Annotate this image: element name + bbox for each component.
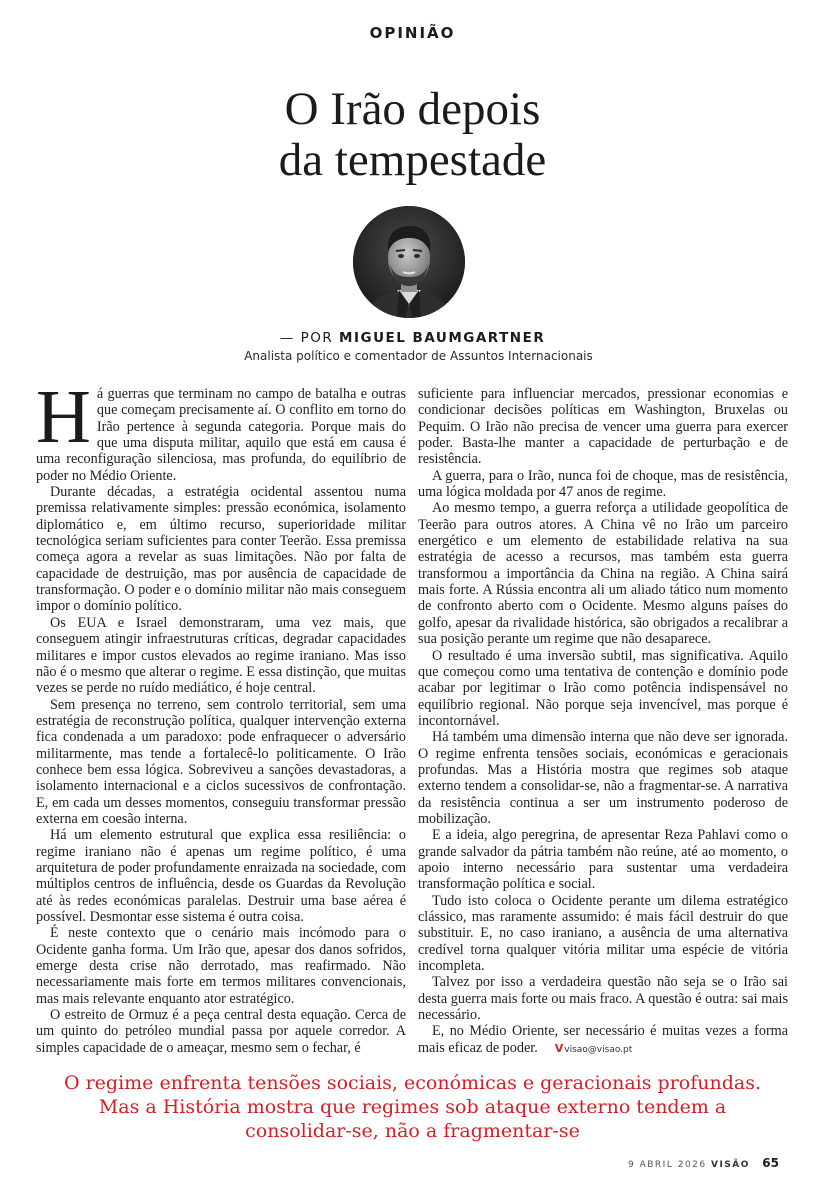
article-column-left: [36, 375, 406, 1056]
paragraph: Há também uma dimensão interna que não deve ser ignorada. O regime enfrenta tensões sociais, económicas e geracionais profundas. Mas a História mostra que regimes sob ataque externo tendem a consolidar-se, não a fragmentar-se. A narrativa da resistência continua a ser um instrumento poderoso de mobilização.: [418, 729, 788, 827]
paragraph-final: E, no Médio Oriente, ser necessário é muitas vezes a forma mais eficaz de poder. V visao@visao.pt: [418, 1023, 788, 1056]
drop-cap: H: [36, 375, 91, 459]
paragraph: Os EUA e Israel demonstraram, uma vez mais, que conseguem atingir infraestruturas críticas, degradar capacidades militares e impor custos elevados ao regime iraniano. Mas isso não é o mesmo que alterar o regime. E essa distinção, que muitas vezes se perde no ruído mediático, é hoje central.: [36, 614, 406, 697]
author-role: Analista político e comentador de Assuntos Internacionais: [244, 349, 593, 363]
author-email: visao@visao.pt: [564, 1044, 633, 1055]
paragraph: O estreito de Ormuz é a peça central desta equação. Cerca de um quinto do petróleo mundial passa por aquele corredor. A simples capacidade de o ameaçar, mesmo sem o fechar, é: [36, 1007, 406, 1056]
paragraph: Há guerras que terminam no campo de batalha e outras que começam precisamente aí. O conflito em torno do Irão pertence à segunda categoria. Porque mais do que uma disputa militar, aquilo que está em causa é uma reconfiguração silenciosa, mas profunda, do equilíbrio de poder no Médio Oriente.: [36, 375, 406, 484]
byline-prefix: — POR: [279, 330, 334, 346]
paragraph: Sem presença no terreno, sem controlo territorial, sem uma estratégia de reconstrução política, qualquer intervenção externa fica condenada a um paradoxo: pode enfraquecer o adversário militarmente, mas tende a fortalecê-lo politicamente. O Irão conhece bem essa lógica. Sobreviveu a sanções devastadoras, a isolamento internacional e a ciclos sucessivos de confrontação. E, em cada um desses momentos, conseguiu transformar pressão externa em coesão interna.: [36, 696, 406, 827]
author-photo-image: [353, 206, 465, 318]
paragraph: Talvez por isso a verdadeira questão não seja se o Irão sai desta guerra mais forte ou mais fraco. A questão é outra: sai mais necessário.: [418, 974, 788, 1024]
paragraph: suficiente para influenciar mercados, pressionar economias e condicionar decisões políticas em Washington, Bruxelas ou Pequim. O Irão não precisa de vencer uma guerra para exercer poder. Basta-lhe manter a capacidade de perturbação e de resistência.: [418, 386, 788, 468]
paragraph: Tudo isto coloca o Ocidente perante um dilema estratégico clássico, mas raramente assumido: é mais fácil destruir do que substituir. E, no caso iraniano, a ausência de uma alternativa credível torna qualquer vitória militar uma espécie de vitória incompleta.: [418, 892, 788, 975]
page-number: 65: [762, 1156, 779, 1170]
pull-quote: O regime enfrenta tensões sociais, económicas e geracionais profundas. Mas a História mostra que regimes sob ataque externo tendem a consolidar-se, não a fragmentar-se: [63, 1072, 762, 1142]
visao-logo-icon: V: [554, 1041, 563, 1055]
paragraph: O resultado é uma inversão subtil, mas significativa. Aquilo que começou como uma tentativa de contenção e domínio pode acabar por legitimar o Irão como potência indispensável no equilíbrio regional. Não porque seja invencível, mas porque é incontornável.: [418, 647, 788, 729]
headline: [0, 84, 825, 186]
paragraph: É neste contexto que o cenário mais incómodo para o Ocidente ganha forma. Um Irão que, apesar dos danos sofridos, emerge desta crise não derrotado, mas reafirmado. Não necessariamente mais forte em termos militares convencionais, mas mais relevante enquanto ator estratégico.: [36, 925, 406, 1007]
section-label: OPINIÃO: [369, 24, 456, 42]
article-column-right: [418, 386, 788, 1058]
author-name: MIGUEL BAUMGARTNER: [339, 330, 546, 346]
magazine-brand: VISÃO: [711, 1160, 750, 1170]
issue-date: 9 ABRIL 2026: [628, 1160, 707, 1170]
headline-line-1: O Irão depois: [284, 83, 541, 135]
byline: [0, 330, 825, 346]
paragraph: E a ideia, algo peregrina, de apresentar Reza Pahlavi como o grande salvador da pátria também não reúne, até ao momento, o apoio interno necessário para sustentar uma verdadeira transformação política e social.: [418, 827, 788, 893]
paragraph: Ao mesmo tempo, a guerra reforça a utilidade geopolítica de Teerão para outros atores. A China vê no Irão um parceiro energético e um elemento de estabilidade relativa na sua estratégia de acesso a recursos, mas também esta guerra transformou a importância da China na região. A China sairá mais forte. A Rússia encontra ali um aliado tático num momento de confronto aberto com o Ocidente. Mesmo alguns países do golfo, apesar da rivalidade histórica, são obrigados a recalibrar a sua posição perante um regime que não desaparece.: [418, 500, 788, 648]
paragraph: A guerra, para o Irão, nunca foi de choque, mas de resistência, uma lógica moldada por 47 anos de regime.: [418, 467, 788, 501]
page-footer: [628, 1156, 779, 1170]
author-portrait: [353, 206, 465, 318]
headline-line-2: da tempestade: [278, 134, 547, 186]
paragraph: Há um elemento estrutural que explica essa resiliência: o regime iraniano não é apenas um regime político, é uma arquitetura de poder profundamente enraizada na sociedade, com múltiplos centros de influência, desde os Guardas da Revolução até às redes económicas paralelas. Destruir uma base aérea é possível. Desmontar esse sistema é outra coisa.: [36, 827, 406, 925]
paragraph: Durante décadas, a estratégia ocidental assentou numa premissa relativamente simples: pressão económica, isolamento diplomático e, em último recurso, superioridade militar tecnológica seriam suficientes para conter Teerão. Essa premissa começa agora a revelar as suas limitações. Não por falta de capacidade de destruição, mas por ausência de capacidade de transformação. O poder e o domínio militar não mais conseguem impor o domínio político.: [36, 484, 406, 615]
